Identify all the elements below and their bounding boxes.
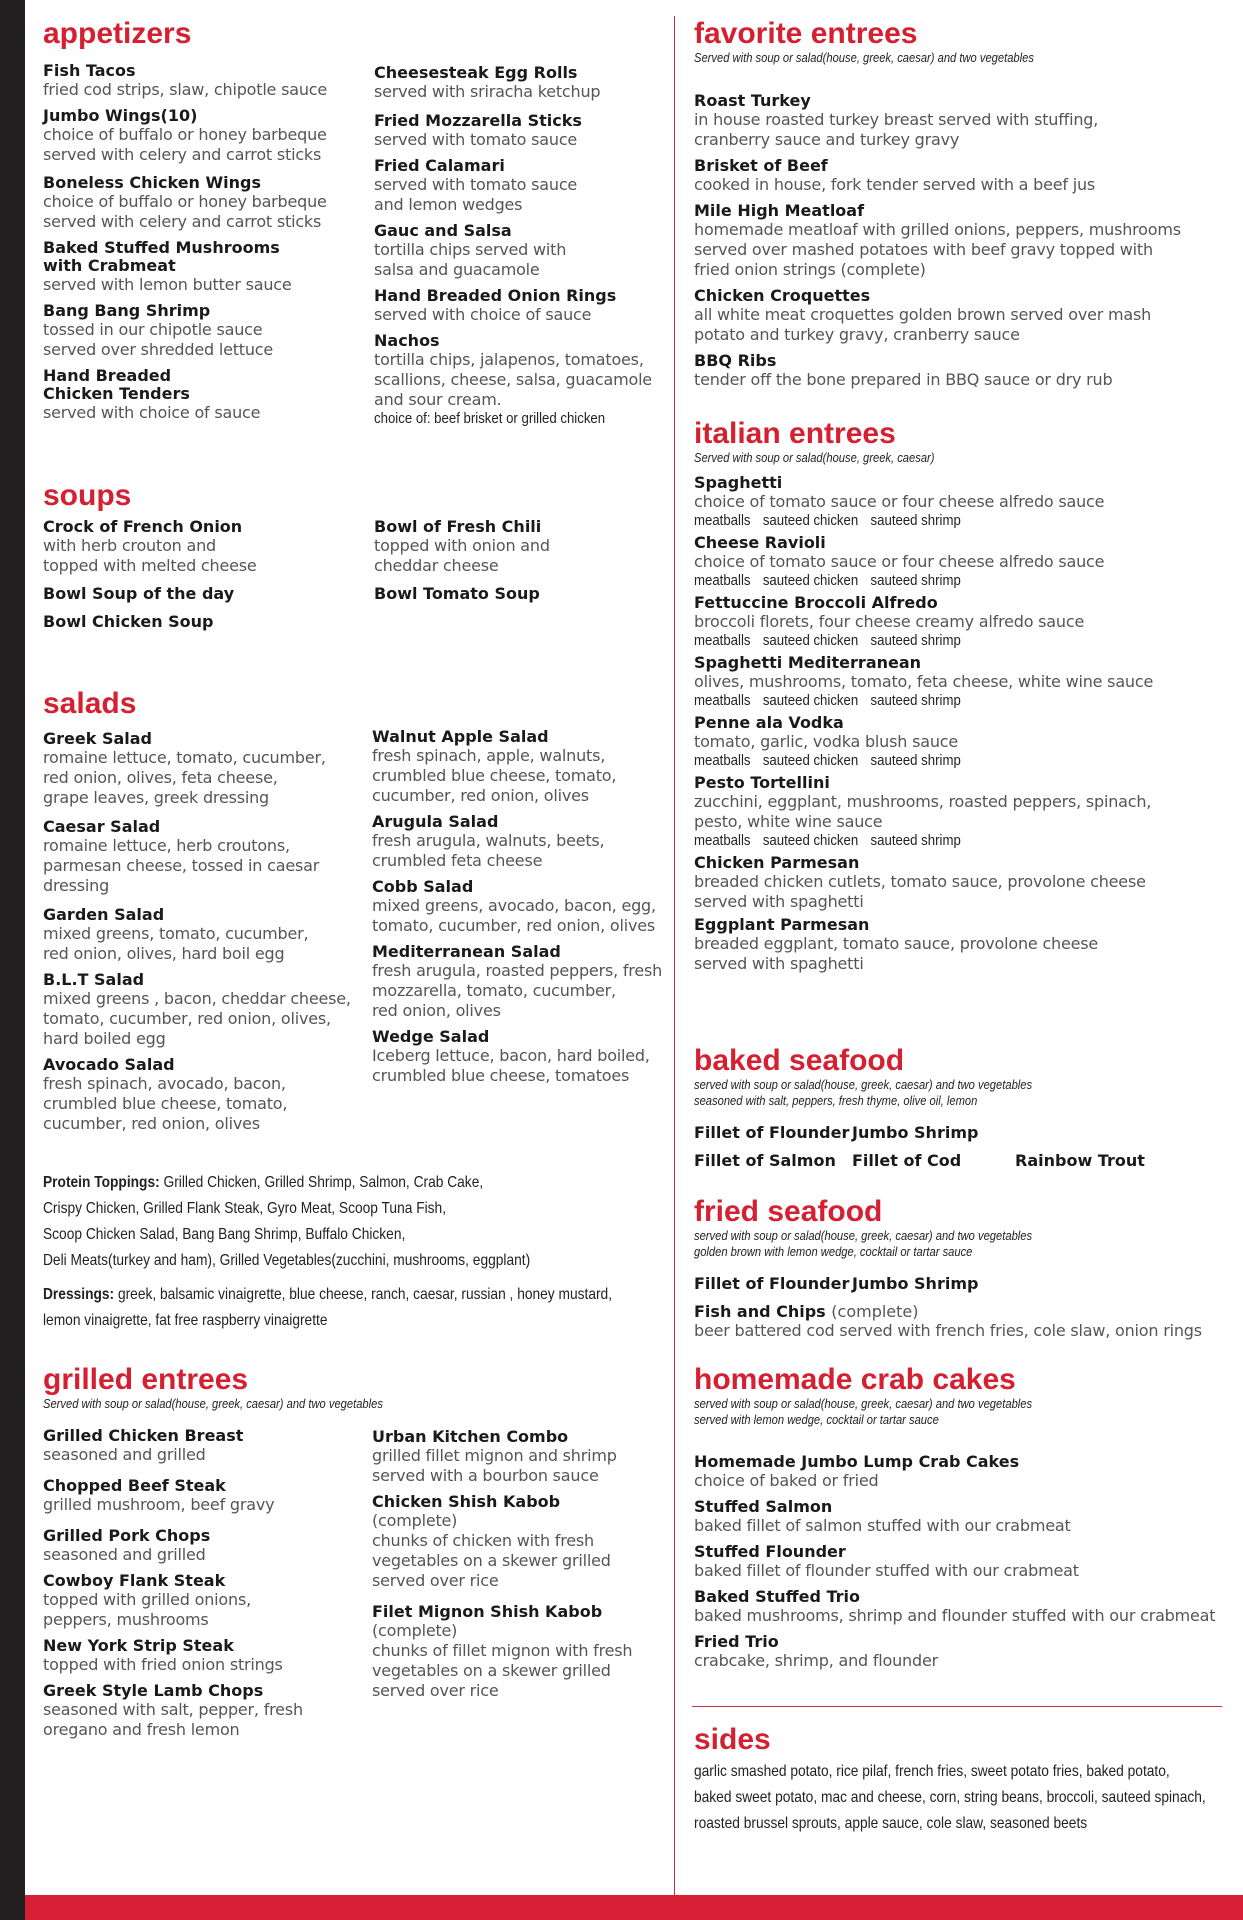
fish-and-chips: Fish and Chips (complete) (694, 1302, 919, 1321)
menu-item: Avocado Salad fresh spinach, avocado, bacon, crumbled blue cheese, tomato, cucumber, red onion, olives (43, 1055, 288, 1133)
menu-item: Homemade Jumbo Lump Crab Cakes choice of baked or fried (694, 1452, 1020, 1490)
menu-item: Grilled Chicken Breast seasoned and grilled (43, 1426, 244, 1464)
menu-item: Fried Trio crabcake, shrimp, and flounder (694, 1632, 938, 1670)
menu-item: Greek Style Lamb Chops seasoned with salt, pepper, fresh oregano and fresh lemon (43, 1681, 303, 1739)
menu-item: Chicken Shish Kabob (complete) chunks of chicken with fresh vegetables on a skewer grilled served over rice (372, 1492, 611, 1590)
menu-item: New York Strip Steak topped with fried onion strings (43, 1636, 283, 1674)
menu-item: Chicken Croquettes all white meat croquettes golden brown served over mash potato and turkey gravy, cranberry sauce (694, 286, 1152, 344)
protein-toppings: Protein Toppings: Grilled Chicken, Grilled Shrimp, Salmon, Crab Cake, Crispy Chicken, Grilled Flank Steak, Gyro Meat, Scoop Tuna Fish, Scoop Chicken Salad, Bang Bang Shrimp, Buffalo Chicken, Deli Meats(turkey and ham), Grilled Vegetables(zucchini, mushrooms, eggplant) (43, 1174, 531, 1269)
appetizers-left-column (43, 62, 363, 430)
italian-options: meatballs sauteed chicken sauteed shrimp (694, 692, 961, 709)
menu-item: Cheesesteak Egg Rolls served with sriracha ketchup (374, 63, 601, 101)
menu-item: BBQ Ribs tender off the bone prepared in BBQ sauce or dry rub (694, 351, 1113, 389)
menu-item: Penne ala Vodka tomato, garlic, vodka blush sauce meatballs sauteed chicken sauteed shrimp (694, 714, 1224, 770)
menu-item: Bowl Chicken Soup (43, 612, 214, 631)
menu-item: Bang Bang Shrimp tossed in our chipotle sauce served over shredded lettuce (43, 301, 274, 359)
crab-heading: homemade crab cakes (694, 1363, 1016, 1396)
menu-item: Wedge Salad Iceberg lettuce, bacon, hard boiled, crumbled blue cheese, tomatoes (372, 1027, 650, 1085)
menu-item: Chopped Beef Steak grilled mushroom, beef gravy (43, 1476, 275, 1514)
menu-item: Fettuccine Broccoli Alfredo broccoli florets, four cheese creamy alfredo sauce meatballs sauteed chicken sauteed shrimp (694, 594, 1224, 650)
crab-section (694, 1364, 1087, 1428)
sides-heading: sides (694, 1723, 771, 1756)
menu-item: Gauc and Salsa tortilla chips served with salsa and guacamole (374, 221, 567, 279)
baked-section (694, 1045, 1087, 1109)
menu-item: Arugula Salad fresh arugula, walnuts, beets, crumbled feta cheese (372, 812, 605, 870)
nachos-choice: choice of: beef brisket or grilled chicken (374, 410, 606, 427)
menu-item: Stuffed Flounder baked fillet of flounder stuffed with our crabmeat (694, 1542, 1079, 1580)
salads-right-column (372, 728, 672, 1093)
menu-item: Bowl of Fresh Chili topped with onion and cheddar cheese (374, 517, 550, 575)
column-divider (674, 16, 675, 1896)
fried-items: Fillet of Flounder Jumbo Shrimp Fish and Chips (complete) beer battered cod served with french fries, cole slaw, onion rings (694, 1275, 1224, 1341)
sides-list: garlic smashed potato, rice pilaf, french fries, sweet potato fries, baked potato, baked sweet potato, mac and cheese, corn, string beans, broccoli, sauteed spinach, roasted brussel sprouts, apple sauce, cole slaw, seasoned beets (694, 1763, 1206, 1832)
menu-item: Crock of French Onion with herb crouton and topped with melted cheese (43, 517, 257, 575)
salads-left-column (43, 730, 373, 1141)
menu-item: Walnut Apple Salad fresh spinach, apple, walnuts, crumbled blue cheese, tomato, cucumber, red onion, olives (372, 727, 617, 805)
italian-section (694, 418, 974, 466)
menu-item: Urban Kitchen Combo grilled fillet mignon and shrimp served with a bourbon sauce (372, 1427, 617, 1485)
italian-options: meatballs sauteed chicken sauteed shrimp (694, 832, 961, 849)
menu-item: Bowl Tomato Soup (374, 584, 540, 603)
menu-item: B.L.T Salad mixed greens , bacon, cheddar cheese, tomato, cucumber, red onion, olives, hard boiled egg (43, 970, 351, 1048)
soups-left-column (43, 518, 363, 638)
menu-item: Mediterranean Salad fresh arugula, roasted peppers, fresh mozzarella, tomato, cucumber, red onion, olives (372, 942, 663, 1020)
menu-item: Boneless Chicken Wings choice of buffalo or honey barbeque served with celery and carrot sticks (43, 173, 327, 231)
menu-item: Jumbo Wings(10) choice of buffalo or honey barbeque served with celery and carrot sticks (43, 106, 327, 164)
menu-item: Caesar Salad romaine lettuce, herb croutons, parmesan cheese, tossed in caesar dressing (43, 817, 320, 895)
crab-subtitle-2: served with lemon wedge, cocktail or tartar sauce (694, 1412, 939, 1427)
crab-column (694, 1453, 1234, 1678)
soups-section (43, 480, 131, 512)
soups-right-column (374, 518, 674, 610)
menu-item: Stuffed Salmon baked fillet of salmon stuffed with our crabmeat (694, 1497, 1071, 1535)
menu-item: Bowl Soup of the day (43, 584, 235, 603)
menu-item: Garden Salad mixed greens, tomato, cucumber, red onion, olives, hard boil egg (43, 905, 309, 963)
favorite-subtitle: Served with soup or salad(house, greek, caesar) and two vegetables (694, 50, 1034, 65)
italian-options: meatballs sauteed chicken sauteed shrimp (694, 512, 961, 529)
favorite-section (694, 18, 1089, 66)
sides-section (694, 1724, 771, 1756)
sides-divider-line (692, 1706, 1222, 1707)
menu-item: Filet Mignon Shish Kabob (complete) chunks of fillet mignon with fresh vegetables on a skewer grilled served over rice (372, 1602, 633, 1700)
menu-item: Spaghetti Mediterranean olives, mushrooms, tomato, feta cheese, white wine sauce meatballs sauteed chicken sauteed shrimp (694, 654, 1224, 710)
italian-column (694, 474, 1224, 981)
salads-section (43, 688, 136, 720)
baked-items: Fillet of Flounder Jumbo Shrimp Fillet of Salmon Fillet of Cod Rainbow Trout (694, 1123, 1145, 1170)
appetizers-section (43, 18, 191, 50)
grilled-section (43, 1364, 438, 1412)
menu-item: Baked Stuffed Trio baked mushrooms, shrimp and flounder stuffed with our crabmeat (694, 1587, 1216, 1625)
fried-subtitle: served with soup or salad(house, greek, caesar) and two vegetables (694, 1228, 1033, 1243)
crab-subtitle: served with soup or salad(house, greek, caesar) and two vegetables (694, 1396, 1033, 1411)
menu-item: Hand Breaded Onion Rings served with choice of sauce (374, 286, 617, 324)
appetizers-right-column (374, 64, 674, 428)
grilled-subtitle: Served with soup or salad(house, greek, caesar) and two vegetables (43, 1396, 383, 1411)
menu-item: Greek Salad romaine lettuce, tomato, cucumber, red onion, olives, feta cheese, grape leaves, greek dressing (43, 729, 326, 807)
salads-heading: salads (43, 687, 137, 720)
menu-item: Chicken Parmesan breaded chicken cutlets, tomato sauce, provolone cheese served with spaghetti (694, 853, 1146, 911)
dressings: Dressings: greek, balsamic vinaigrette, blue cheese, ranch, caesar, russian , honey mustard, lemon vinaigrette, fat free raspberry vinaigrette (43, 1286, 613, 1329)
fried-heading: fried seafood (694, 1195, 883, 1228)
favorite-column (694, 92, 1224, 397)
menu-item: Fish Tacos fried cod strips, slaw, chipotle sauce (43, 61, 328, 99)
menu-item: Grilled Pork Chops seasoned and grilled (43, 1526, 211, 1564)
italian-heading: italian entrees (694, 417, 896, 450)
baked-subtitle-2: seasoned with salt, peppers, fresh thyme, olive oil, lemon (694, 1093, 978, 1108)
menu-item: Pesto Tortellini zucchini, eggplant, mushrooms, roasted peppers, spinach, pesto, white wine sauce meatballs sauteed chicken sauteed shrimp (694, 774, 1224, 850)
menu-item: Fried Mozzarella Sticks served with tomato sauce (374, 111, 582, 149)
grilled-heading: grilled entrees (43, 1363, 249, 1396)
menu-item: Baked Stuffed Mushrooms with Crabmeat served with lemon butter sauce (43, 238, 292, 294)
menu-item: Nachos tortilla chips, jalapenos, tomatoes, scallions, cheese, salsa, guacamole and sour cream. (374, 331, 652, 409)
favorite-heading: favorite entrees (694, 17, 918, 50)
menu-item: Fried Calamari served with tomato sauce and lemon wedges (374, 156, 578, 214)
grilled-right-column (372, 1428, 672, 1708)
baked-subtitle: served with soup or salad(house, greek, caesar) and two vegetables (694, 1077, 1033, 1092)
menu-item: Cheese Ravioli choice of tomato sauce or four cheese alfredo sauce meatballs sauteed chicken sauteed shrimp (694, 534, 1224, 590)
italian-subtitle: Served with soup or salad(house, greek, caesar) (694, 450, 935, 465)
italian-options: meatballs sauteed chicken sauteed shrimp (694, 752, 961, 769)
menu-item: Cobb Salad mixed greens, avocado, bacon, egg, tomato, cucumber, red onion, olives (372, 877, 656, 935)
grilled-left-column (43, 1427, 363, 1747)
menu-item: Eggplant Parmesan breaded eggplant, tomato sauce, provolone cheese served with spaghetti (694, 915, 1099, 973)
italian-options: meatballs sauteed chicken sauteed shrimp (694, 572, 961, 589)
menu-item: Hand Breaded Chicken Tenders served with choice of sauce (43, 366, 261, 422)
left-decorative-bar (0, 0, 25, 1920)
menu-item: Spaghetti choice of tomato sauce or four cheese alfredo sauce meatballs sauteed chicken sauteed shrimp (694, 474, 1224, 530)
menu-item: Brisket of Beef cooked in house, fork tender served with a beef jus (694, 156, 1096, 194)
menu-item: Roast Turkey in house roasted turkey breast served with stuffing, cranberry sauce and turkey gravy (694, 91, 1099, 149)
menu-item: Cowboy Flank Steak topped with grilled onions, peppers, mushrooms (43, 1571, 251, 1629)
fried-section (694, 1196, 1087, 1260)
italian-options: meatballs sauteed chicken sauteed shrimp (694, 632, 961, 649)
fried-subtitle-2: golden brown with lemon wedge, cocktail or tartar sauce (694, 1244, 973, 1259)
bottom-decorative-bar (25, 1895, 1243, 1920)
baked-heading: baked seafood (694, 1044, 905, 1077)
menu-item: Mile High Meatloaf homemade meatloaf with grilled onions, peppers, mushrooms served over mashed potatoes with beef gravy topped with fried onion strings (complete) (694, 201, 1181, 279)
soups-heading: soups (43, 479, 132, 512)
appetizers-heading: appetizers (43, 17, 192, 50)
